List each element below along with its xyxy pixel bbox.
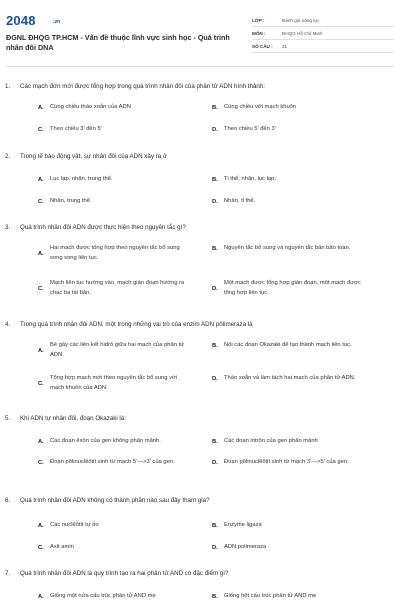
- option-text: Các đoạn êxôn của gen không phân mảnh.: [50, 438, 161, 444]
- option-b[interactable]: [212, 103, 296, 113]
- option-c[interactable]: [38, 125, 102, 135]
- question-number: 7.: [5, 570, 11, 577]
- option-b[interactable]: [212, 437, 318, 447]
- option-text: Nối các đoạn Okazaki để tạo thành mạch liên tục.: [224, 342, 352, 348]
- question-number: 6.: [5, 497, 11, 504]
- option-letter: A.: [38, 347, 44, 354]
- option-d[interactable]: [212, 197, 255, 207]
- meta-row-subject: [252, 27, 394, 40]
- option-text: Enzyme ligaza: [224, 522, 262, 528]
- question-text: Quá trình nhân đôi ADN không có thành phần nào sau đây tham gia?: [20, 497, 210, 504]
- question-stem: [5, 321, 390, 328]
- option-c[interactable]: [38, 543, 74, 553]
- option-letter: D.: [212, 285, 218, 292]
- option-d[interactable]: [212, 374, 366, 384]
- option-letter: B.: [212, 522, 218, 529]
- option-letter: B.: [212, 245, 218, 252]
- option-d[interactable]: [212, 125, 276, 135]
- option-letter: C.: [38, 198, 44, 205]
- option-letter: C.: [38, 126, 44, 133]
- question-stem: [5, 415, 390, 422]
- option-d[interactable]: [212, 543, 266, 553]
- option-text: Đoạn pôlinuclêôtit sinh từ mạch 5’—>3’ của gen.: [50, 459, 175, 465]
- option-c[interactable]: [38, 279, 192, 298]
- option-text: Các đoạn intrôn của gen phân mảnh: [224, 438, 318, 444]
- option-c[interactable]: [38, 374, 192, 393]
- option-text: Tổng hợp mạch mới theo nguyên tắc bổ sung với mạch khuôn của ADN.: [50, 375, 178, 391]
- option-text: Cùng chiều tháo xoắn của ADN: [50, 104, 131, 110]
- question-number: 5.: [5, 415, 11, 422]
- option-letter: A.: [38, 522, 44, 529]
- option-letter: D.: [212, 459, 218, 466]
- question-stem: [5, 570, 390, 577]
- meta-value: Đánh giá năng lực: [282, 17, 320, 23]
- option-a[interactable]: [38, 244, 192, 263]
- meta-row-class: [252, 14, 394, 27]
- option-b[interactable]: [212, 175, 276, 185]
- option-letter: B.: [212, 104, 218, 111]
- meta-label: SỐ CÂU :: [252, 43, 273, 49]
- option-b[interactable]: [212, 244, 366, 254]
- meta-value: ĐHQG Hồ Chí Minh: [282, 30, 323, 36]
- option-text: Đoạn pôlinuclêôtit sinh từ mạch 3’—>5’ của gen.: [224, 459, 349, 465]
- meta-info-table: [252, 14, 394, 53]
- header-divider: [6, 66, 394, 67]
- meta-label: LỚP :: [252, 17, 265, 23]
- option-text: Axit amin: [50, 544, 74, 550]
- option-text: Hai mạch được tổng hợp theo nguyên tắc bổ sung song song liên tục.: [50, 245, 180, 261]
- question-text: Khi ADN tự nhân đôi, đoạn Okazaki là:: [20, 415, 126, 422]
- option-letter: C.: [38, 544, 44, 551]
- option-text: Cùng chiều với mạch khuôn: [224, 104, 297, 110]
- question-stem: [5, 224, 390, 231]
- option-text: Nhân, ti thể.: [224, 198, 256, 204]
- option-text: Tháo xoắn và làm tách hai mạch của phân tử ADN.: [224, 375, 356, 381]
- option-text: Bẻ gãy các liên kết hiđrô giữa hai mạch của phân tử ADN.: [50, 342, 185, 358]
- question-number: 3.: [5, 224, 11, 231]
- question-text: Quá trình nhân đôi ADN được thực hiện theo nguyên tắc gì?: [20, 224, 186, 231]
- option-letter: A.: [38, 104, 44, 111]
- option-letter: A.: [38, 176, 44, 183]
- option-letter: A.: [38, 250, 44, 257]
- option-d[interactable]: [212, 279, 366, 298]
- meta-label: MÔN :: [252, 30, 266, 36]
- question-number: 1.: [5, 83, 11, 90]
- question-stem: [5, 153, 390, 160]
- option-letter: D.: [212, 375, 218, 382]
- option-letter: D.: [212, 544, 218, 551]
- meta-row-count: [252, 40, 394, 53]
- option-b[interactable]: [212, 341, 366, 351]
- option-c[interactable]: [38, 458, 192, 468]
- question-stem: [5, 497, 390, 504]
- option-letter: C.: [38, 380, 44, 387]
- option-letter: D.: [212, 198, 218, 205]
- option-a[interactable]: [38, 521, 99, 531]
- option-a[interactable]: [38, 437, 161, 447]
- option-text: Theo chiều 5’ đến 3’: [224, 126, 276, 132]
- option-text: Ti thể, nhân, lục lạp.: [224, 176, 276, 182]
- option-text: Giống một nửa cấu trúc phân tử AND mẹ: [50, 593, 156, 599]
- option-a[interactable]: [38, 592, 156, 600]
- option-c[interactable]: [38, 197, 92, 207]
- option-text: Theo chiều 3’ đến 5’: [50, 126, 102, 132]
- option-text: Mạch liên tục hướng vào, mạch gián đoạn hướng ra chạc ba tái bản.: [50, 280, 185, 296]
- option-a[interactable]: [38, 175, 113, 185]
- option-letter: B.: [212, 176, 218, 183]
- option-text: Một mạch được tổng hợp gián đoạn, một mạch được tổng hợp liên tục.: [224, 280, 361, 296]
- option-d[interactable]: [212, 458, 366, 468]
- option-letter: D.: [212, 126, 218, 133]
- question-number: 4.: [5, 321, 11, 328]
- question-stem: [5, 83, 390, 90]
- question-number: 2.: [5, 153, 11, 160]
- option-text: Các nuclêôtit tự do: [50, 522, 99, 528]
- question-text: Các mạch đơn mới được tổng hợp trong quá trình nhân đôi của phân tử ADN hình thành:: [20, 83, 266, 90]
- option-a[interactable]: [38, 103, 131, 113]
- option-letter: C.: [38, 285, 44, 292]
- option-b[interactable]: [212, 592, 316, 600]
- option-letter: A.: [38, 438, 44, 445]
- option-b[interactable]: [212, 521, 262, 531]
- document-title: ĐGNL ĐHQG TP.HCM - Vấn đề thuộc lĩnh vực sinh học - Quá trình nhân đôi DNA: [6, 33, 230, 52]
- option-letter: B.: [212, 342, 218, 349]
- option-letter: C.: [38, 459, 44, 466]
- option-letter: A.: [38, 593, 44, 600]
- option-text: Lục lạp, nhân, trung thể.: [50, 176, 113, 182]
- meta-value: 21: [282, 43, 288, 49]
- option-text: Nhân, trung thể.: [50, 198, 92, 204]
- question-text: Trong quá trình nhân đôi ADN, một trong những vai trò của enzim ADN pôlimeraza là: [20, 321, 253, 328]
- option-letter: B.: [212, 593, 218, 600]
- site-logo-suffix: .vn: [53, 19, 61, 25]
- option-a[interactable]: [38, 341, 192, 360]
- option-text: ADN polimeraza: [224, 544, 267, 550]
- question-text: Quá trình nhân đôi ADN là quy trình tạo ra hai phân tử AND có đặc điểm gì?: [20, 570, 229, 577]
- option-text: Nguyên tắc bổ sung và nguyên tắc bán bảo toàn.: [224, 245, 351, 251]
- site-logo[interactable]: 2048: [6, 13, 36, 28]
- question-text: Trong tế bào động vật, sự nhân đôi của ADN xảy ra ở: [20, 153, 167, 160]
- option-letter: B.: [212, 438, 218, 445]
- option-text: Giống hệt cấu trúc phân tử AND mẹ: [224, 593, 317, 599]
